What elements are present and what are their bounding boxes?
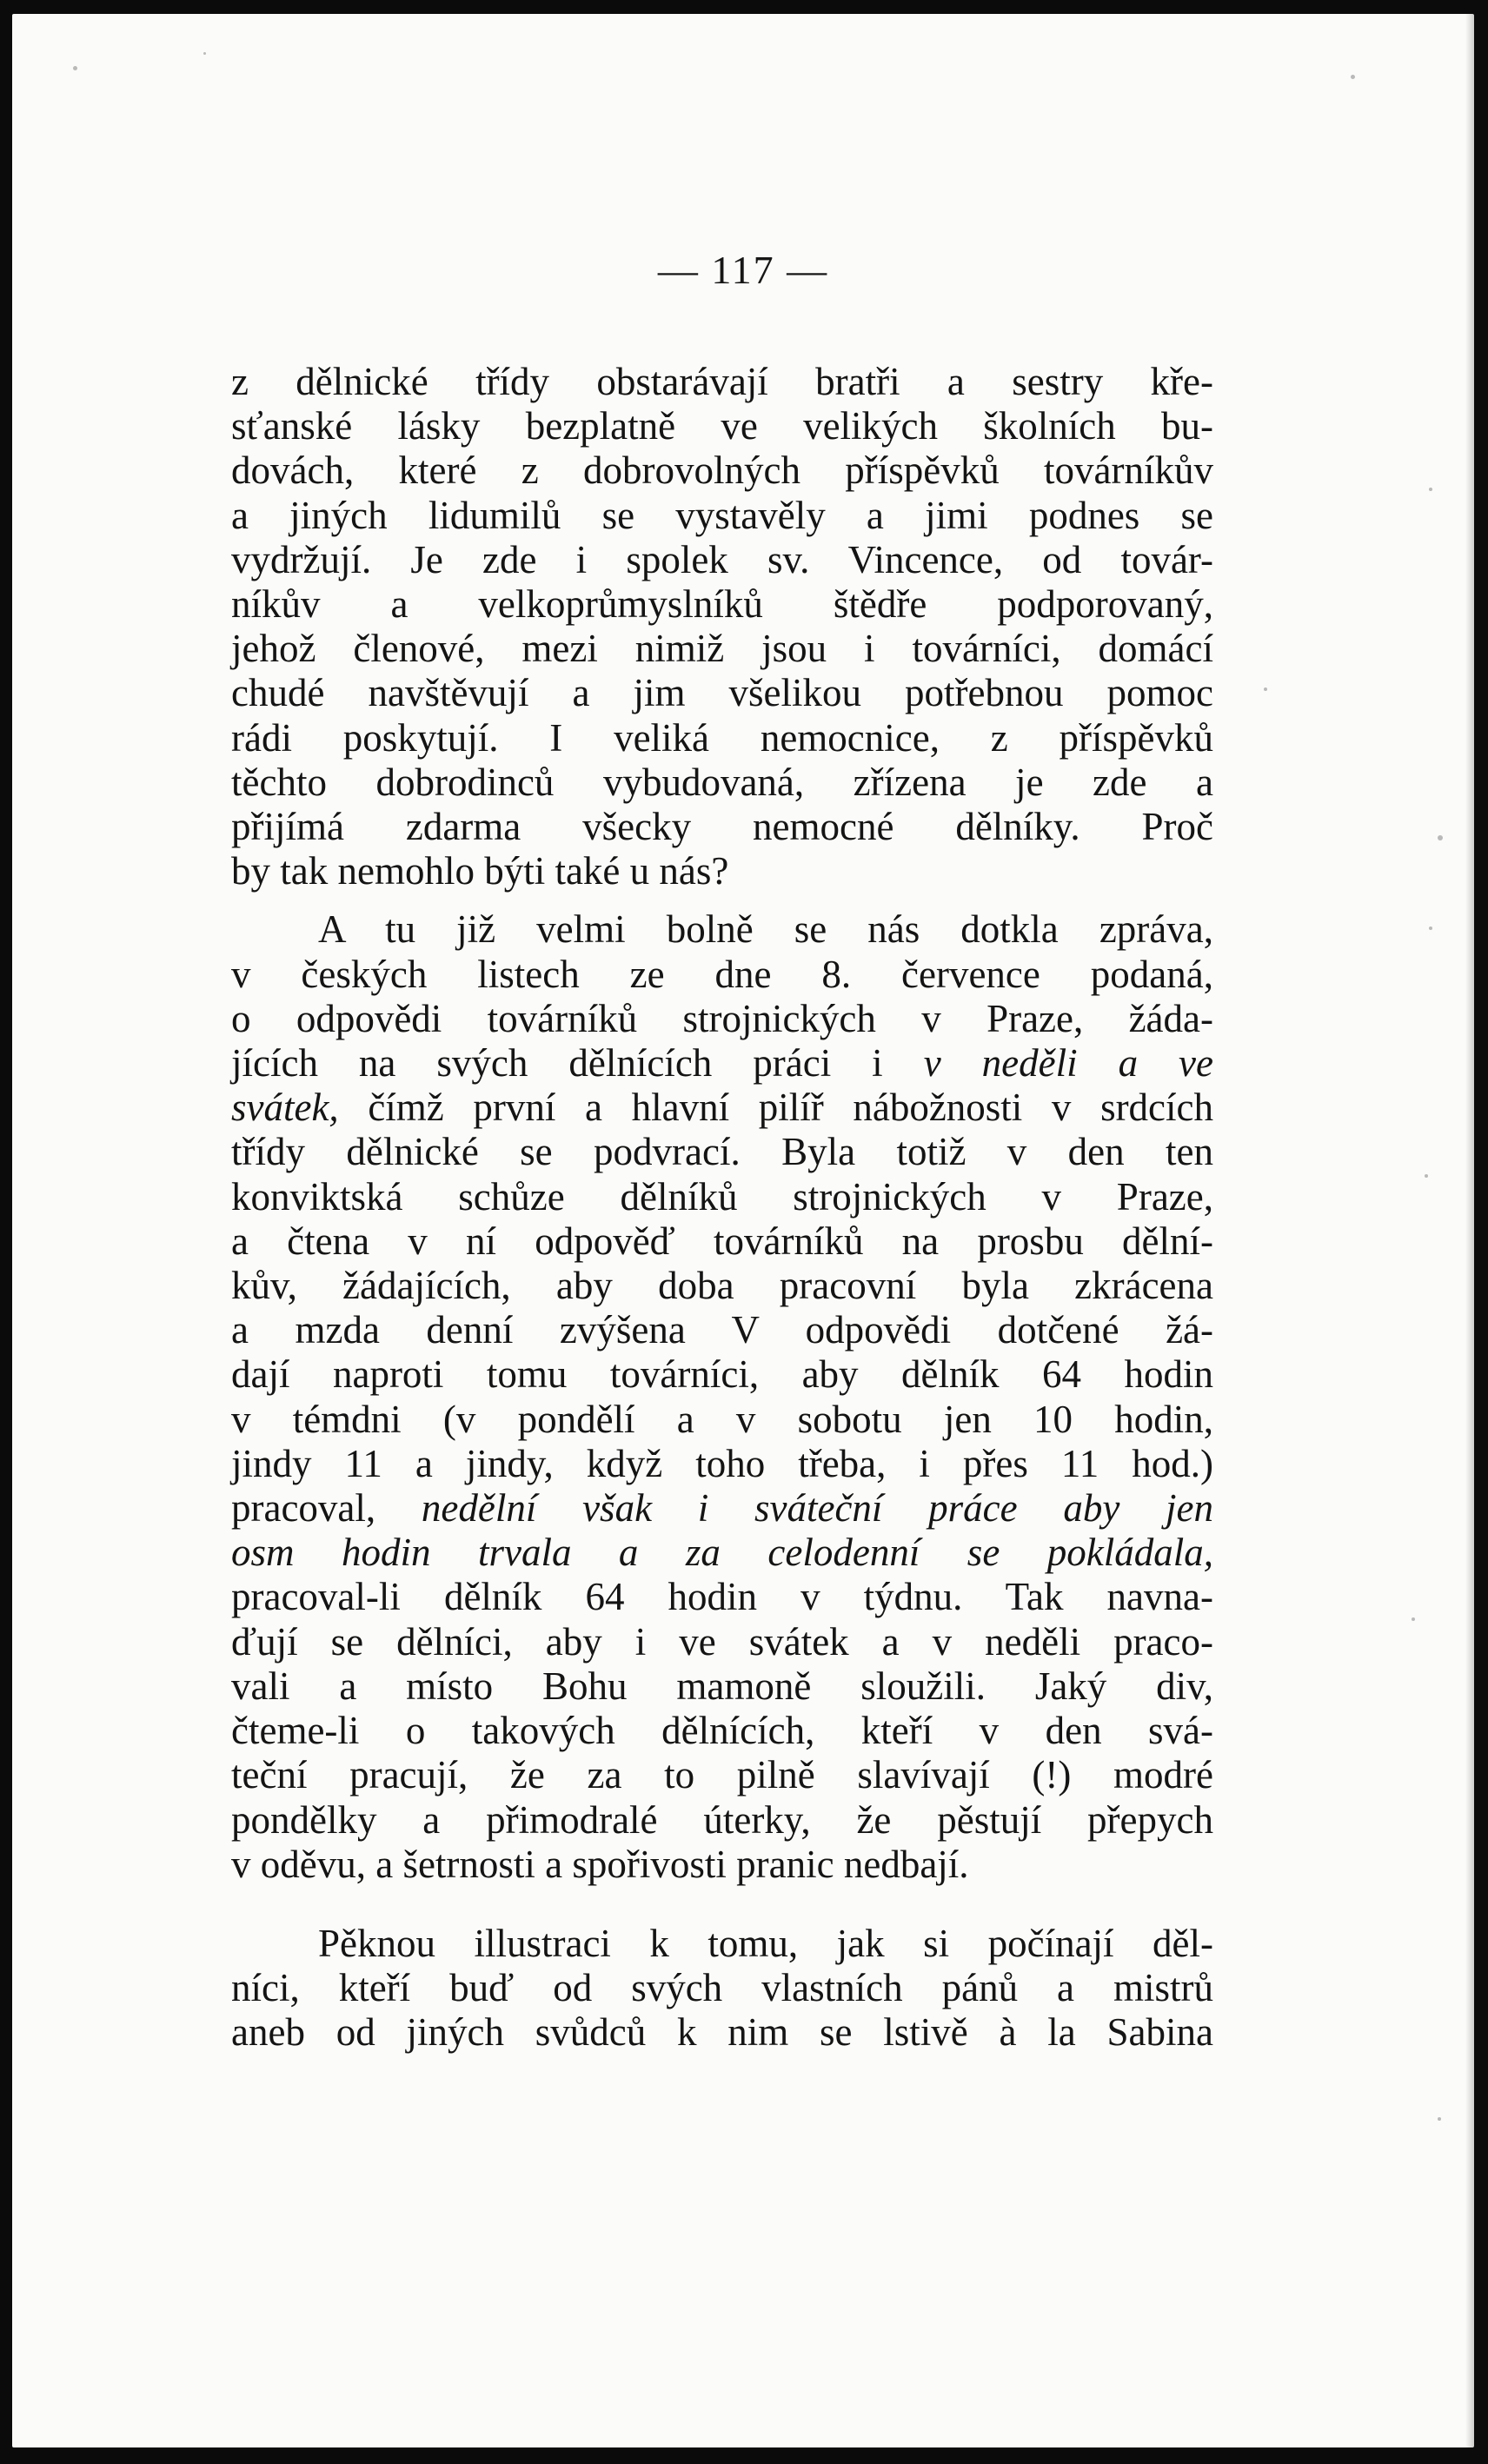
paragraph-2 xyxy=(231,907,1213,1886)
text-line: by tak nemohlo býti také u nás? xyxy=(231,849,729,893)
text-line: pracoval-li dělník 64 hodin v týdnu. Tak navna- xyxy=(231,1575,1213,1619)
text-line: a čtena v ní odpověď továrníků na prosbu dělní- xyxy=(231,1219,1213,1263)
text-line: třídy dělnické se podvrací. Byla totiž v den ten xyxy=(231,1130,1213,1174)
text-line: vydržují. Je zde i spolek sv. Vincence, od továr- xyxy=(231,537,1213,581)
text-line: ďují se dělníci, aby i ve svátek a v neděli praco- xyxy=(231,1619,1213,1664)
scan-speck xyxy=(1429,926,1432,930)
text-line: dají naproti tomu továrníci, aby dělník 64 hodin xyxy=(231,1352,1213,1397)
text-line xyxy=(231,1531,1213,1575)
scan-speck xyxy=(73,66,77,70)
text-line xyxy=(231,1486,1213,1531)
text-line: v oděvu, a šetrnosti a spořivosti pranic nedbají. xyxy=(231,1842,969,1886)
scan-speck xyxy=(1438,2117,1441,2121)
scan-speck xyxy=(1412,1617,1415,1621)
text-line: v českých listech ze dne 8. července podaná, xyxy=(231,952,1213,996)
text-line: níkův a velkoprůmyslníků štědře podporovaný, xyxy=(231,582,1213,627)
emphasized-text: nedělní však i sváteční práce aby jen xyxy=(421,1486,1214,1531)
text-run: jících na svých dělnících práci i xyxy=(231,1041,883,1086)
text-line: v témdni (v pondělí a v sobotu jen 10 hodin, xyxy=(231,1397,1213,1441)
scan-speck xyxy=(1264,687,1267,691)
text-line: sťanské lásky bezplatně ve velikých školních bu- xyxy=(231,404,1213,448)
scan-speck xyxy=(1429,488,1432,491)
scan-speck xyxy=(1425,1174,1428,1178)
paragraph-3 xyxy=(231,1922,1213,2056)
text-line: A tu již velmi bolně se nás dotkla zpráva, xyxy=(318,907,1213,952)
text-line: z dělnické třídy obstarávají bratři a sestry kře- xyxy=(231,360,1213,403)
text-line: a jiných lidumilů se vystavěly a jimi podnes se xyxy=(231,493,1213,537)
text-line xyxy=(231,1086,1213,1130)
text-line xyxy=(231,1041,1213,1086)
text-line: těchto dobrodinců vybudovaná, zřízena je zde a xyxy=(231,760,1213,804)
text-line: konviktská schůze dělníků strojnických v Praze, xyxy=(231,1174,1213,1219)
text-line: níci, kteří buď od svých vlastních pánů a mistrů xyxy=(231,1966,1213,2010)
body-text xyxy=(231,360,1213,2056)
paragraph-1 xyxy=(231,360,1213,893)
scan-speck xyxy=(203,52,206,55)
text-line: kův, žádajících, aby doba pracovní byla zkrácena xyxy=(231,1264,1213,1308)
text-line: rádi poskytují. I veliká nemocnice, z příspěvků xyxy=(231,715,1213,760)
scan-speck xyxy=(1438,835,1443,840)
text-line: dovách, které z dobrovolných příspěvků továrníkův xyxy=(231,448,1213,493)
text-line: čteme-li o takových dělnících, kteří v den svá- xyxy=(231,1709,1213,1753)
text-line: Pěknou illustraci k tomu, jak si počínají děl- xyxy=(318,1921,1213,1965)
paragraph-gap xyxy=(231,1887,1213,1922)
text-run: čímž první a hlavní pilíř nábožnosti v srdcích xyxy=(368,1086,1214,1130)
text-line: o odpovědi továrníků strojnických v Praze, žáda- xyxy=(231,996,1213,1040)
text-run: pracoval, xyxy=(231,1486,376,1531)
text-line: pondělky a přimodralé úterky, že pěstují přepych xyxy=(231,1797,1213,1842)
text-line: vali a místo Bohu mamoně sloužili. Jaký div, xyxy=(231,1664,1213,1708)
emphasized-text: svátek, xyxy=(231,1086,339,1130)
text-line: jindy 11 a jindy, když toho třeba, i přes 11 hod.) xyxy=(231,1441,1213,1485)
page-number: — 117 — xyxy=(657,248,829,292)
text-line: přijímá zdarma všecky nemocné dělníky. Proč xyxy=(231,805,1213,849)
emphasized-text: osm hodin trvala a za celodenní se pokládala, xyxy=(231,1531,1213,1575)
emphasized-text: v neděli a ve xyxy=(923,1041,1214,1086)
text-line: aneb od jiných svůdců k nim se lstivě à la Sabina xyxy=(231,2010,1213,2055)
text-line: a mzda denní zvýšena V odpovědi dotčené žá- xyxy=(231,1308,1213,1352)
text-line: teční pracují, že za to pilně slavívají (!) modré xyxy=(231,1753,1213,1797)
text-line: jehož členové, mezi nimiž jsou i továrníci, domácí xyxy=(231,627,1213,671)
page-edge-shadow xyxy=(1465,14,1474,2447)
book-page xyxy=(12,14,1474,2447)
paragraph-gap xyxy=(231,893,1213,907)
text-line: chudé navštěvují a jim všelikou potřebnou pomoc xyxy=(231,671,1213,715)
scan-speck xyxy=(1351,75,1355,79)
